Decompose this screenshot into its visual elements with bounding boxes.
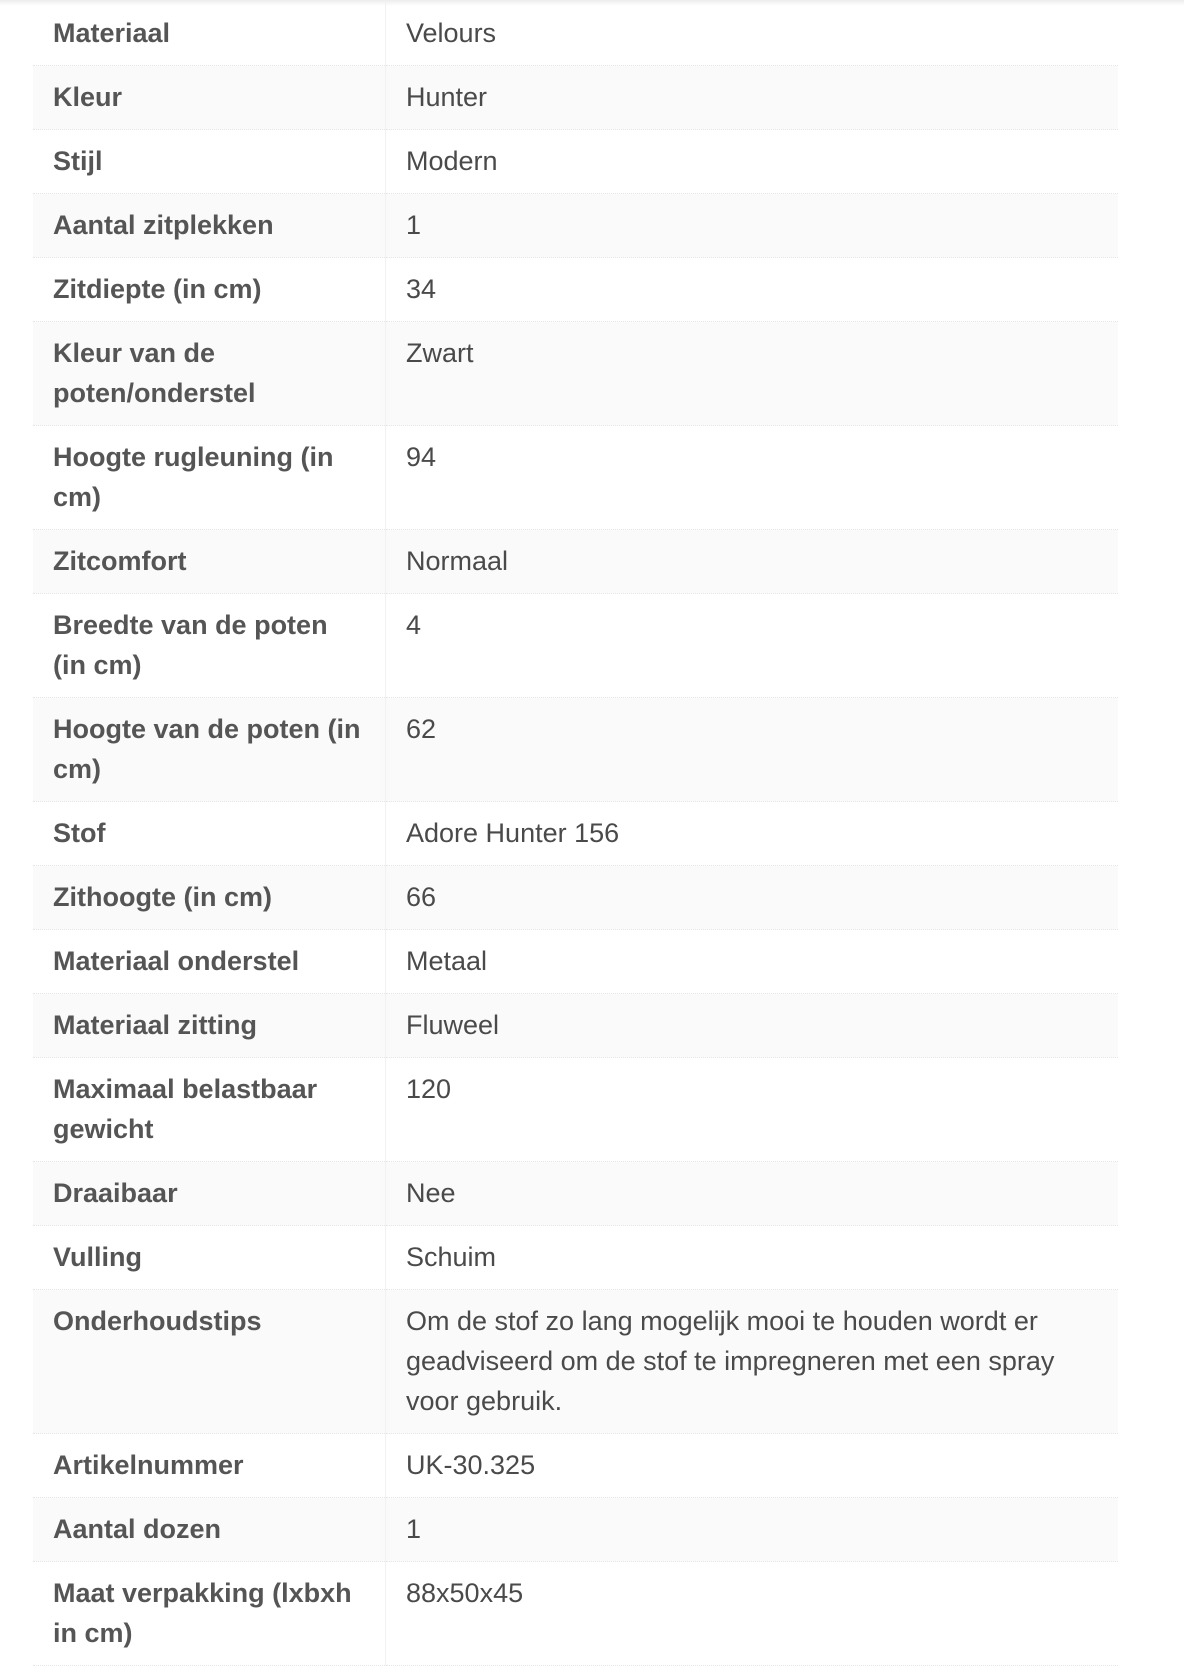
spec-label: Zithoogte (in cm) <box>33 866 386 930</box>
spec-label: Aantal zitplekken <box>33 194 386 258</box>
spec-label: Vulling <box>33 1226 386 1290</box>
spec-label: Breedte van de poten (in cm) <box>33 594 386 698</box>
spec-label: Onderhoudstips <box>33 1290 386 1434</box>
spec-label: Maximaal belastbaar gewicht <box>33 1058 386 1162</box>
spec-value: Hunter <box>386 66 1119 130</box>
spec-row-zitdiepte <box>33 258 1118 322</box>
spec-label: Kleur van de poten/onderstel <box>33 322 386 426</box>
spec-value: Metaal <box>386 930 1119 994</box>
spec-value: Zwart <box>386 322 1119 426</box>
spec-row-breedte-poten <box>33 594 1118 698</box>
spec-label: Draaibaar <box>33 1162 386 1226</box>
spec-label: Zitdiepte (in cm) <box>33 258 386 322</box>
spec-value: Velours <box>386 2 1119 66</box>
spec-value: 34 <box>386 258 1119 322</box>
product-specifications-table <box>33 2 1118 1666</box>
spec-row-materiaal <box>33 2 1118 66</box>
spec-value: Adore Hunter 156 <box>386 802 1119 866</box>
spec-row-materiaal-onderstel <box>33 930 1118 994</box>
spec-row-artikelnummer <box>33 1434 1118 1498</box>
spec-value: 1 <box>386 194 1119 258</box>
spec-value: UK-30.325 <box>386 1434 1119 1498</box>
spec-label: Hoogte rugleuning (in cm) <box>33 426 386 530</box>
spec-row-maat-verpakking <box>33 1562 1118 1666</box>
spec-label: Maat verpakking (lxbxh in cm) <box>33 1562 386 1666</box>
spec-row-onderhoudstips <box>33 1290 1118 1434</box>
spec-row-maximaal-gewicht <box>33 1058 1118 1162</box>
spec-label: Stof <box>33 802 386 866</box>
spec-value: 66 <box>386 866 1119 930</box>
spec-label: Artikelnummer <box>33 1434 386 1498</box>
spec-value: Normaal <box>386 530 1119 594</box>
spec-row-aantal-dozen <box>33 1498 1118 1562</box>
spec-value: 1 <box>386 1498 1119 1562</box>
spec-label: Zitcomfort <box>33 530 386 594</box>
spec-value: 88x50x45 <box>386 1562 1119 1666</box>
spec-value: 4 <box>386 594 1119 698</box>
spec-value: 120 <box>386 1058 1119 1162</box>
spec-value: 94 <box>386 426 1119 530</box>
spec-row-kleur-poten <box>33 322 1118 426</box>
spec-label: Stijl <box>33 130 386 194</box>
spec-row-stijl <box>33 130 1118 194</box>
spec-row-vulling <box>33 1226 1118 1290</box>
spec-label: Kleur <box>33 66 386 130</box>
spec-value: Schuim <box>386 1226 1119 1290</box>
spec-row-stof <box>33 802 1118 866</box>
spec-label: Hoogte van de poten (in cm) <box>33 698 386 802</box>
spec-value: Om de stof zo lang mogelijk mooi te houden wordt er geadviseerd om de stof te impregneren met een spray voor gebruik. <box>386 1290 1119 1434</box>
spec-row-draaibaar <box>33 1162 1118 1226</box>
spec-label: Materiaal <box>33 2 386 66</box>
spec-label: Materiaal onderstel <box>33 930 386 994</box>
spec-value: Fluweel <box>386 994 1119 1058</box>
spec-row-aantal-zitplekken <box>33 194 1118 258</box>
spec-value: 62 <box>386 698 1119 802</box>
spec-row-zithoogte <box>33 866 1118 930</box>
spec-value: Modern <box>386 130 1119 194</box>
spec-row-hoogte-poten <box>33 698 1118 802</box>
spec-value: Nee <box>386 1162 1119 1226</box>
spec-label: Materiaal zitting <box>33 994 386 1058</box>
spec-row-hoogte-rugleuning <box>33 426 1118 530</box>
spec-row-materiaal-zitting <box>33 994 1118 1058</box>
spec-row-zitcomfort <box>33 530 1118 594</box>
spec-label: Aantal dozen <box>33 1498 386 1562</box>
spec-row-kleur <box>33 66 1118 130</box>
